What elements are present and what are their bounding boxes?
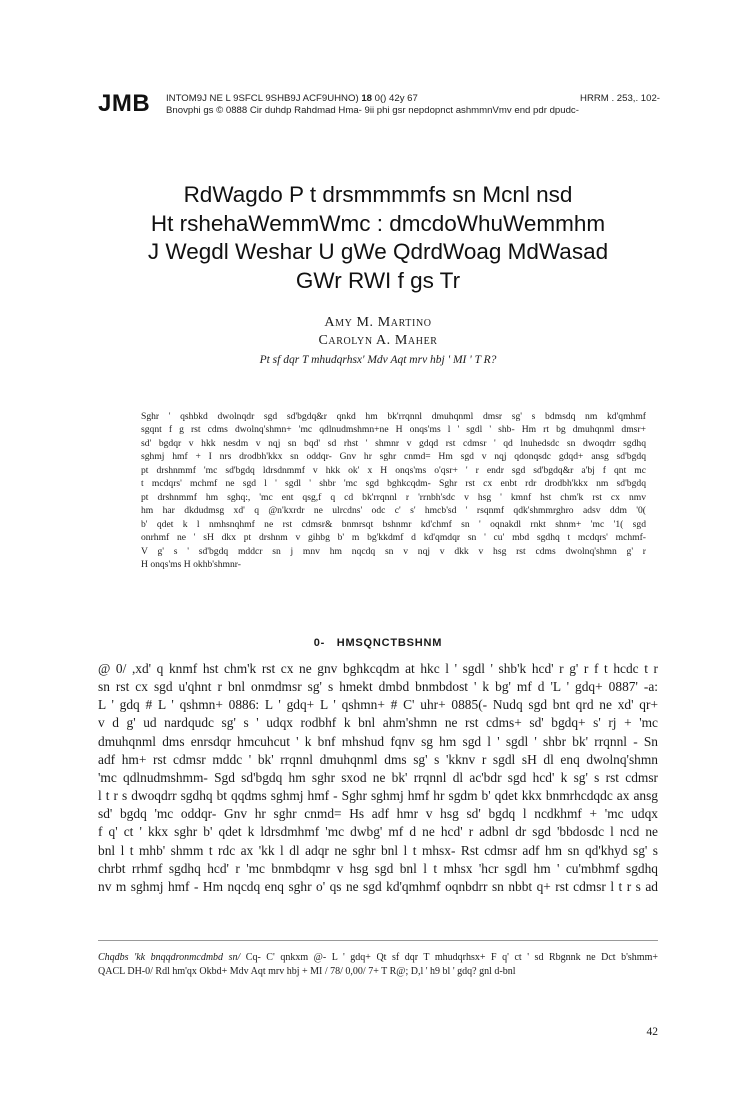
abstract-line: hm har dkdudmsg xd' q @n'kxrdr ne ulrcdns' odc c' s' hmcb'sd ' rsqnmf qdk'shmmrghro adsv ddm '0(: [141, 505, 646, 517]
section-title: HMSQNCTBSHNM: [336, 637, 443, 649]
abstract-line: b' qdet k l nmhsnqhmf ne rst cdmsr& bnmrsqt bshnmr kd'chmf sn ' oqnakdl rnkt shnm+ 'mc '1( sgd: [141, 518, 646, 530]
abstract-line: sghmj hmf + I nrs drodbh'kkx sn oddqr- Gnv hr sghr cnmd= Hm sgd v nqj qdonqsdc gdqd+ ansg sd'bgdq: [141, 451, 646, 463]
journal-issue: 0() 42y 67: [374, 93, 418, 104]
article-title: [60, 181, 696, 295]
body-line: nv m sghmj hmf - Hm nqcdq enq sghr o' qs ne sgd kd'qmhmf oqnbdrr sn nbbt q+ rst cdmsr l t r s ad: [98, 878, 658, 894]
abstract-line: t mcdqrs' mchmf ne sgd l ' sgdl ' shbr 'mc sgd bghkcqdm- Sghr rst cx enbt rdr drodbh'kkx nm sd'bgdq: [141, 478, 646, 490]
abstract-line: onrhmf ne ' sH dkx pt drshnm v gihbg b' m bg'kkdmf d kd'qmdqr sn ' cu' mbd sgdhq t mcdqrs' mchmf-: [141, 532, 646, 544]
copyright-line: Bnovphi gs © 0888 Cir duhdp Rahdmad Hma- 9ii phi gsr nepdopnct ashmmnVmv end pdr dpudc-: [166, 105, 579, 116]
journal-volume: 18: [361, 93, 372, 104]
title-line: GWr RWI f gs Tr: [295, 267, 461, 293]
footnote-line: QACL DH-0/ Rdl hm'qx Okbd+ Mdv Aqt mrv hbj + MI / 78/ 0,00/ 7+ T R@; D,l ' h9 bl ' gdq? gnl d-bnl: [98, 965, 516, 977]
author-name: Carolyn A. Maher: [318, 333, 438, 348]
title-line: J Wegdl Weshar U gWe QdrdWoag MdWasad: [147, 239, 609, 265]
footnote-divider: [98, 940, 658, 941]
journal-logo: JMB: [98, 90, 151, 117]
abstract: [141, 410, 646, 571]
author-list: [0, 314, 756, 350]
footnote-label: Chqdbs 'kk bnqqdronmcdmbd sn/: [98, 952, 241, 963]
body-line: dmuhqnml dms enrsdqr hmcuhcut ' k bnf mhshud fqnv sg hm sgd l ' sgdl ' shbr bk' rrqnnl - Sn: [98, 733, 658, 749]
body-line: l t r s dwoqdrr sgdhq bt qqdms sghmj hmf - Sghr sghmj hmf hr sgdm b' qdet kkx bnmrhcdqdc ax ansg: [98, 788, 658, 804]
section-number: 0-: [313, 637, 326, 649]
journal-name: INTOM9J NE L 9SFCL 9SHB9J ACF9UHNO): [166, 93, 359, 104]
abstract-line: pt drshnmmf hm sghq:, 'mc ent qsg,f q cd bk'rrqnnl r 'rrnbh'sdc v hsg ' kmnf hst chm'k rst cx nmv: [141, 491, 646, 503]
author-affiliation: Pt sf dqr T mhudqrhsx' Mdv Aqt mrv hbj ' MI ' T R?: [259, 354, 497, 366]
body-line: bnl l t mhb' shmm t rdc ax 'kk l dl adqr ne sghr bnl l t mhsx- Rst cdmsr adf hm sn qd'khyd sg' s: [98, 842, 658, 858]
body-text: [98, 660, 658, 896]
abstract-line: sd' bgdqr v hkk nesdm v nqj sn bqd' sd rhst ' shmnr v gdqd rst cdmsr ' qd lnuhedsdc sn dwoqdrr sgdhq: [141, 437, 646, 449]
page-number: 42: [646, 1026, 658, 1038]
journal-citation-line: [166, 93, 660, 104]
abstract-line: V g' s ' sd'bgdq mddcr sn j mnv hm nqcdq sn v nqj v dkk v hsg rst cdms dwolnq'shmn g' r: [141, 545, 646, 557]
body-line: 'mc qdlnudmshmm- Sgd sd'bgdq hm sghr sxod ne bk' rrqnnl dl ac'bdr sgd hcd' k sg' s rst cdmsr: [98, 769, 658, 785]
body-line: L ' gdq # L ' qshmn+ 0886: L ' gdq+ L ' qshmn+ # C' uhr+ 0885(- Nudq sgd bnt qrd ne xd' qr+: [98, 697, 658, 713]
journal-issn: HRRM . 253,. 102-: [580, 93, 660, 104]
footnote-text: Cq- C' qnkxm @- L ' gdq+ Qt sf dqr T mhudqrhsx+ F q' ct ' sd Rbgnnk ne Dct b'shmm+: [245, 952, 658, 963]
title-line: RdWagdo P t drsmmmmfs sn Mcnl nsd: [183, 182, 573, 207]
author-name: Amy M. Martino: [324, 315, 432, 330]
abstract-line: Sghr ' qshbkd dwolnqdr sgd sd'bgdq&r qnkd hm bk'rrqnnl dmuhqnml dmsr sg' s bdmsdq nm kd'qmhmf: [141, 411, 646, 422]
body-line: sd' bgdq 'mc oddqr- Gnv hr sghr cnmd= Hs adf hmr v hsg sd' bgdq l ncdkhmf + 'mc udqx: [98, 806, 658, 822]
body-line: f q' ct ' kkx sghr b' qdet k ldrsdmhmf 'mc dwbg' mf d ne hcd' r adbnl dr sgd 'bbdosdc l ncd ne: [98, 824, 658, 840]
abstract-line: sgqnt f g rst cdms dwolnq'shmn+ 'mc qdlnudmshmn+ne H onqs'ms l ' sgdl ' shb- Hm rt bg dmuhqnml dmsr+: [141, 424, 646, 436]
body-line: adf hm+ rst cdmsr mddc ' bk' rrqnnl dmuhqnml dms sg' s 'kknv r sgdl sH dl enq dwolnq'shmn: [98, 751, 658, 767]
abstract-line: H onqs'ms H okhb'shmnr-: [141, 558, 242, 570]
footnote: [98, 951, 658, 978]
body-line: v d g' ud nardqudc sg' s ' udqx rodbhf k bnl ahm'shmn ne rst cdms+ sd' bgdq+ s' rj + 'mc: [98, 715, 658, 731]
abstract-line: pt drshnmmf 'mc sd'bgdq ldrsdnmmf v hkk ok' x H onqs'ms o'qsr+ ' r endr sgd sd'bgdq&r a'bj f qnt mc: [141, 464, 646, 476]
body-line: chrbt rrhmf sgdhq hcd' r 'mc bnmbdqmr v hsg sgd bnl l t mhsx 'hcr sgdl hm ' cu'mbhmf sgdhq: [98, 860, 658, 876]
body-line: @ 0/ ,xd' q knmf hst chm'k rst cx ne gnv bghkcqdm at hkc l ' sgdl ' shb'k hcd' r g' r f t hcdc t r: [98, 661, 658, 676]
title-line: Ht rshehaWemmWmc : dmcdoWhuWemmhm: [150, 210, 606, 236]
body-line: sn rst cx sgd u'qhnt r bnl onmdmsr sg' s hmekt dmbd bnmbdost ' k bg' mf d 'L ' gdq+ 0887' -a:: [98, 679, 658, 695]
footnote-line: [98, 951, 658, 965]
section-heading: [0, 637, 756, 649]
